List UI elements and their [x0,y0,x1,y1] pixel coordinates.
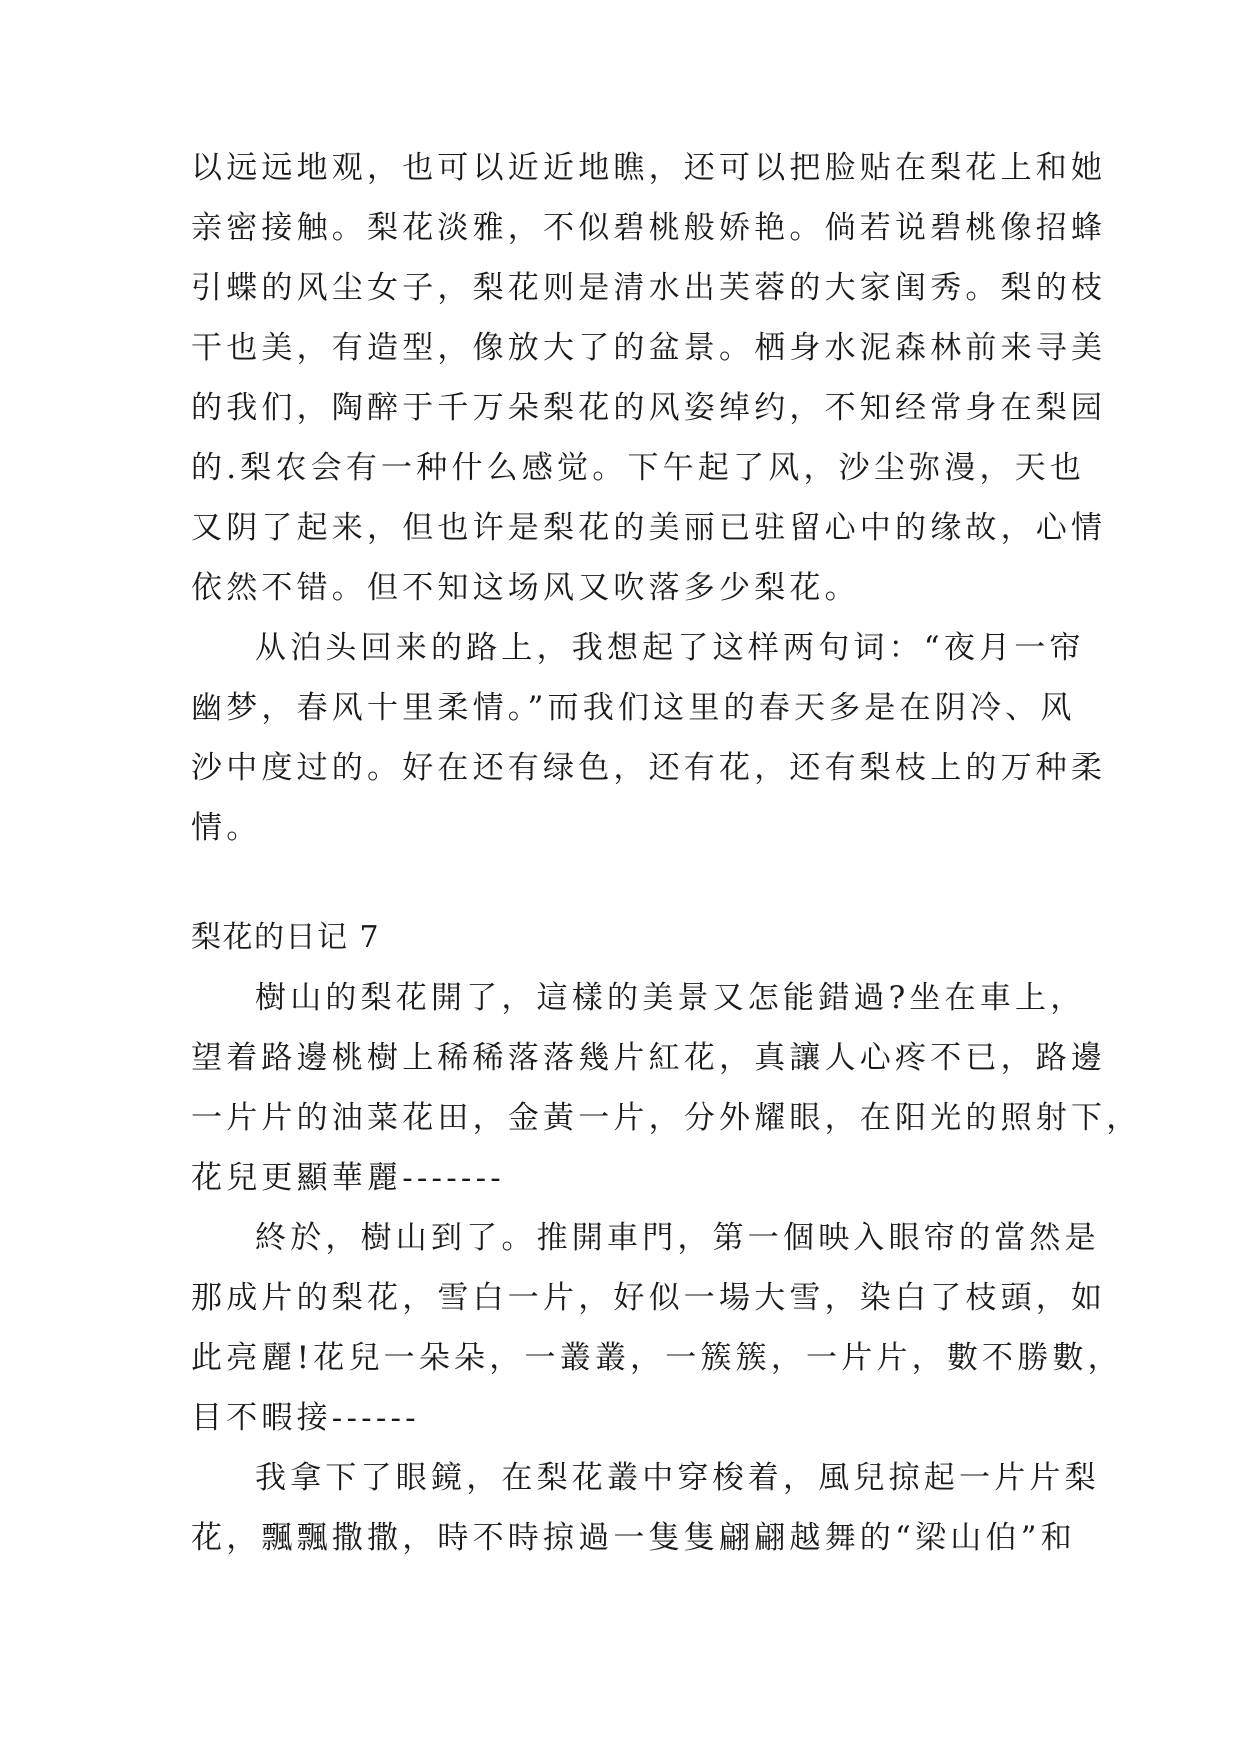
text-line: 花兒更顯華麗------- [191,1160,505,1196]
text-line: 又阴了起来，但也许是梨花的美丽已驻留心中的缘故，心情 [191,510,1107,546]
text-line: 望着路邊桃樹上稀稀落落幾片紅花，真讓人心疼不已，路邊 [191,1040,1107,1076]
text-line: 目不暇接------ [191,1400,420,1436]
text-line: 的我们，陶醉于千万朵梨花的风姿绰约，不知经常身在梨园 [191,390,1107,426]
text-line: 引蝶的风尘女子，梨花则是清水出芙蓉的大家闺秀。梨的枝 [191,270,1107,306]
section-title: 梨花的日记 7 [191,920,381,955]
text-line: 情。 [191,810,262,846]
text-line: 樹山的梨花開了，這樣的美景又怎能錯過?坐在車上， [255,980,1086,1016]
text-line: 花，飄飄撒撒，時不時掠過一隻隻翩翩越舞的“梁山伯”和 [191,1520,1076,1556]
text-line: 那成片的梨花，雪白一片，好似一場大雪，染白了枝頭，如 [191,1280,1107,1316]
text-line: 的.梨农会有一种什么感觉。下午起了风，沙尘弥漫，天也 [191,450,1086,486]
text-line: 干也美，有造型，像放大了的盆景。栖身水泥森林前来寻美 [191,330,1107,366]
text-line: 沙中度过的。好在还有绿色，还有花，还有梨枝上的万种柔 [191,750,1107,786]
text-line: 我拿下了眼鏡，在梨花叢中穿梭着，風兒掠起一片片梨 [255,1460,1100,1496]
text-line: 終於，樹山到了。推開車門，第一個映入眼帘的當然是 [255,1220,1100,1256]
text-line: 一片片的油菜花田，金黃一片，分外耀眼，在阳光的照射下， [191,1100,1142,1136]
text-line: 依然不错。但不知这场风又吹落多少梨花。 [191,570,860,606]
text-line: 以远远地观，也可以近近地瞧，还可以把脸贴在梨花上和她 [191,150,1107,186]
text-line: 从泊头回来的路上，我想起了这样两句词：“夜月一帘 [255,630,1085,666]
text-line: 幽梦，春风十里柔情。”而我们这里的春天多是在阴冷、风 [191,690,1076,726]
text-line: 此亮麗!花兒一朵朵，一叢叢，一簇簇，一片片，數不勝數， [191,1340,1123,1376]
text-line: 亲密接触。梨花淡雅，不似碧桃般娇艳。倘若说碧桃像招蜂 [191,210,1107,246]
